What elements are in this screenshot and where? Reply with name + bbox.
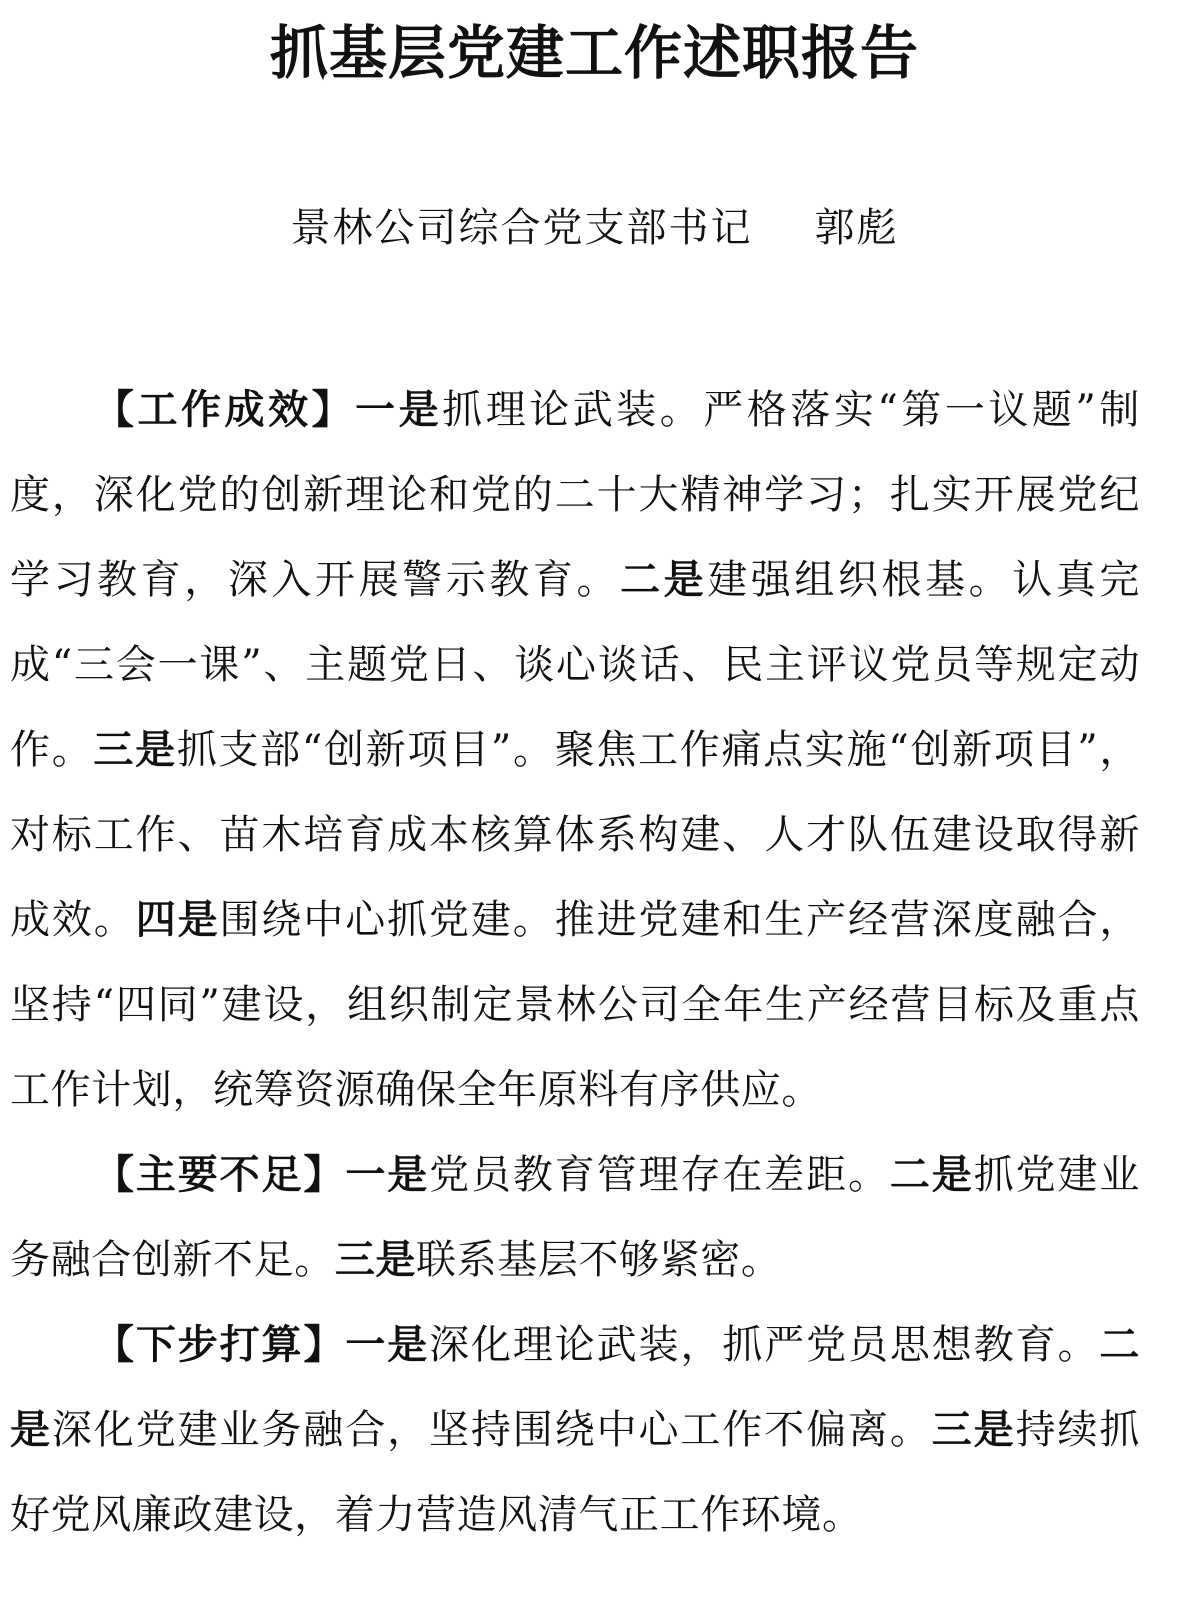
point-marker: 一是: [355, 387, 443, 433]
author-position: 景林公司综合党支部书记: [290, 205, 753, 251]
point-text: 深化理论武装，抓严党员思想教育。: [429, 1322, 1100, 1368]
point-text: 持续抓好党风廉政建设，着力营造风清气正工作环境。: [10, 1407, 1140, 1538]
section-shortcomings: [10, 1133, 1140, 1303]
point-text: 抓理论武装。严格落实“第一议题”制度，深化党的创新理论和党的二十大精神学习；扎实开展党纪学习教育，深入开展警示教育。: [10, 387, 1140, 603]
section-heading: 【主要不足】: [94, 1152, 346, 1198]
point-marker: 二是: [620, 557, 708, 603]
point-marker: 二是: [889, 1152, 974, 1198]
point-marker: 三是: [334, 1237, 417, 1283]
section-heading: 【工作成效】: [94, 387, 356, 433]
point-text: 围绕中心抓党建。推进党建和生产经营深度融合，坚持“四同”建设，组织制定景林公司全年生产经营目标及重点工作计划，统筹资源确保全年原料有序供应。: [10, 897, 1140, 1113]
author-name: 郭彪: [814, 205, 899, 251]
section-heading: 【下步打算】: [94, 1322, 346, 1368]
point-text: 抓支部“创新项目”。聚焦工作痛点实施“创新项目”，对标工作、苗木培育成本核算体系构建、人才队伍建设取得新成效。: [10, 727, 1141, 943]
point-text: 党员教育管理存在差距。: [429, 1152, 890, 1198]
section-next-steps: [10, 1303, 1140, 1558]
point-marker: 四是: [135, 897, 220, 943]
section-achievements: [10, 368, 1140, 1133]
point-marker: 一是: [345, 1322, 430, 1368]
point-marker: 三是: [931, 1407, 1016, 1453]
report-body: [10, 368, 1140, 1558]
point-text: 建强组织根基。认真完成“三会一课”、主题党日、谈心谈话、民主评议党员等规定动作。: [10, 557, 1140, 773]
point-marker: 一是: [345, 1152, 430, 1198]
author-byline: [0, 198, 1189, 258]
point-marker: 三是: [93, 727, 177, 773]
point-text: 联系基层不够紧密。: [416, 1237, 782, 1283]
point-text: 抓党建业务融合创新不足。: [10, 1152, 1140, 1283]
point-text: 深化党建业务融合，坚持围绕中心工作不偏离。: [51, 1407, 932, 1453]
point-marker: 二是: [10, 1322, 1140, 1453]
document-title: 抓基层党建工作述职报告: [269, 19, 919, 87]
